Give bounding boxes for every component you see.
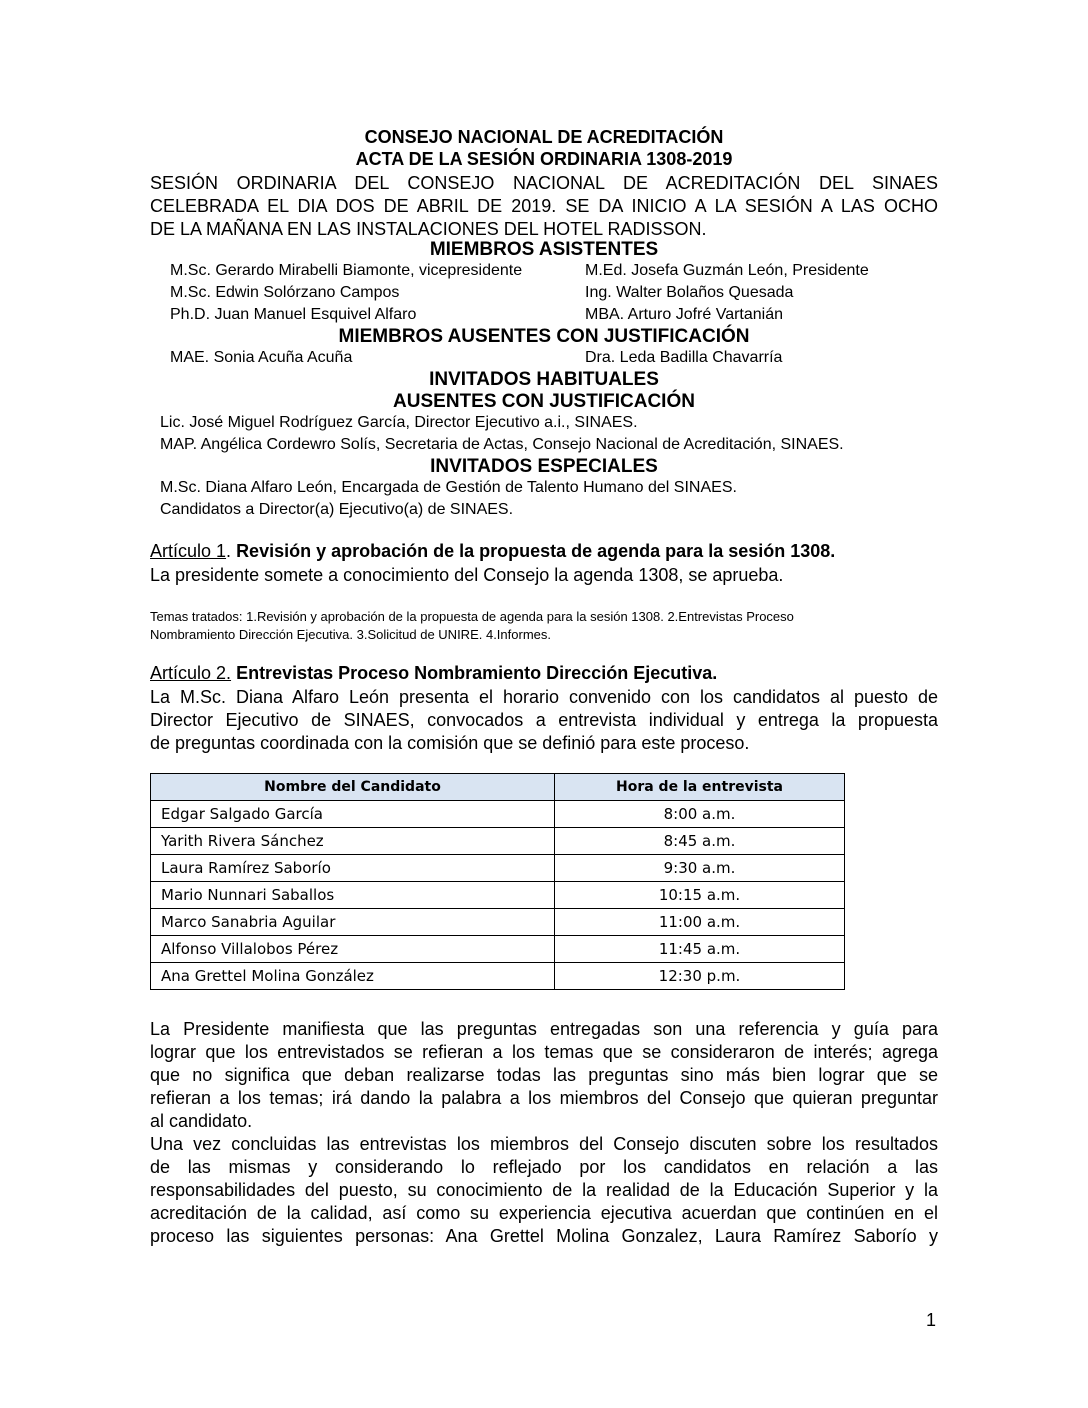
paragraph-line: acreditación de la calidad, así como su experiencia ejecutiva acuerdan que continúen en el (150, 1203, 938, 1223)
article-1-heading (150, 541, 835, 562)
closing-paragraph-2 (150, 1133, 938, 1248)
session-title: ACTA DE LA SESIÓN ORDINARIA 1308-2019 (355, 149, 733, 169)
table-header-row (151, 774, 845, 801)
closing-paragraph-1 (150, 1018, 938, 1133)
article-2-heading (150, 663, 717, 684)
absent-member-right: Dra. Leda Badilla Chavarría (585, 349, 783, 366)
table-row (151, 801, 845, 828)
special-guest: M.Sc. Diana Alfaro León, Encargada de Gestión de Talento Humano del SINAES. (160, 479, 737, 496)
paragraph-line: al candidato. (150, 1111, 253, 1131)
page-number: 1 (926, 1310, 937, 1330)
table-row (151, 963, 845, 990)
interview-time: 10:15 a.m. (555, 882, 845, 909)
special-guest: Candidatos a Director(a) Ejecutivo(a) de SINAES. (160, 501, 514, 518)
attendee-left: Ph.D. Juan Manuel Esquivel Alfaro (170, 306, 417, 323)
paragraph-line: Director Ejecutivo de SINAES, convocados a entrevista individual y entrega la propuesta (150, 710, 938, 730)
candidate-name: Yarith Rivera Sánchez (151, 828, 555, 855)
candidate-name: Marco Sanabria Aguilar (151, 909, 555, 936)
table-row (151, 909, 845, 936)
candidates-table (150, 773, 845, 990)
paragraph-line: de preguntas coordinada con la comisión que se definió para este proceso. (150, 733, 750, 753)
candidate-name: Ana Grettel Molina González (151, 963, 555, 990)
attendee-right: M.Ed. Josefa Guzmán León, Presidente (585, 262, 869, 279)
table-row (151, 855, 845, 882)
table-row (151, 828, 845, 855)
column-header-name: Nombre del Candidato (151, 774, 555, 801)
attendee-left: M.Sc. Gerardo Mirabelli Biamonte, vicepresidente (170, 262, 523, 279)
article-2-paragraph (150, 686, 938, 755)
paragraph-line: Una vez concluidas las entrevistas los miembros del Consejo discuten sobre los resultados (150, 1134, 938, 1154)
paragraph-line: La Presidente manifiesta que las preguntas entregadas son una referencia y guía para (150, 1019, 938, 1039)
topics-line: Nombramiento Dirección Ejecutiva. 3.Solicitud de UNIRE. 4.Informes. (150, 627, 551, 642)
absent-heading: MIEMBROS AUSENTES CON JUSTIFICACIÓN (338, 326, 750, 347)
attendee-right: Ing. Walter Bolaños Quesada (585, 284, 794, 301)
interview-time: 9:30 a.m. (555, 855, 845, 882)
article-1-separator: . (226, 541, 237, 561)
attendee-right: MBA. Arturo Jofré Vartanián (585, 306, 784, 323)
usual-guests-subheading: AUSENTES CON JUSTIFICACIÓN (393, 391, 695, 412)
usual-guest: MAP. Angélica Cordewro Solís, Secretaria de Actas, Consejo Nacional de Acreditación, SINAES. (160, 436, 844, 453)
absent-member-left: MAE. Sonia Acuña Acuña (170, 349, 353, 366)
paragraph-line: lograr que los entrevistados se refieran a los temas que se consideraron de interés; agrega (150, 1042, 938, 1062)
article-1-label: Artículo 1 (150, 541, 227, 561)
interview-time: 8:00 a.m. (555, 801, 845, 828)
attendee-left: M.Sc. Edwin Solórzano Campos (170, 284, 400, 301)
topics-covered (150, 608, 940, 644)
intro-line: SESIÓN ORDINARIA DEL CONSEJO NACIONAL DE ACREDITACIÓN DEL SINAES (150, 173, 938, 193)
interview-time: 11:00 a.m. (555, 909, 845, 936)
article-2-label: Artículo 2. (150, 663, 232, 683)
special-guests-heading: INVITADOS ESPECIALES (430, 456, 658, 477)
interview-time: 11:45 a.m. (555, 936, 845, 963)
usual-guests-heading: INVITADOS HABITUALES (429, 369, 659, 390)
candidate-name: Alfonso Villalobos Pérez (151, 936, 555, 963)
paragraph-line: que no significa que deban realizarse todas las preguntas sino más bien lograr que se (150, 1065, 938, 1085)
interview-time: 12:30 p.m. (555, 963, 845, 990)
article-1-title: Revisión y aprobación de la propuesta de agenda para la sesión 1308. (236, 541, 836, 561)
intro-line: CELEBRADA EL DIA DOS DE ABRIL DE 2019. SE DA INICIO A LA SESIÓN A LAS OCHO (150, 196, 938, 216)
article-1-text: La presidente somete a conocimiento del Consejo la agenda 1308, se aprueba. (150, 565, 784, 585)
paragraph-line: de las mismas y considerando lo reflejado por los candidatos en relación a las (150, 1157, 938, 1177)
intro-line: DE LA MAÑANA EN LAS INSTALACIONES DEL HOTEL RADISSON. (150, 219, 707, 239)
interview-time: 8:45 a.m. (555, 828, 845, 855)
paragraph-line: responsabilidades del puesto, su conocimiento de la realidad de la Educación Superior y la (150, 1180, 938, 1200)
topics-line: Temas tratados: 1.Revisión y aprobación de la propuesta de agenda para la sesión 1308. 2.Entrevistas Proceso (150, 609, 794, 624)
usual-guest: Lic. José Miguel Rodríguez García, Director Ejecutivo a.i., SINAES. (160, 414, 638, 431)
table-row (151, 882, 845, 909)
candidate-name: Edgar Salgado García (151, 801, 555, 828)
paragraph-line: La M.Sc. Diana Alfaro León presenta el horario convenido con los candidatos al puesto de (150, 687, 938, 707)
candidate-name: Laura Ramírez Saborío (151, 855, 555, 882)
article-2-title: Entrevistas Proceso Nombramiento Dirección Ejecutiva. (236, 663, 718, 683)
attendees-heading: MIEMBROS ASISTENTES (429, 239, 659, 260)
council-title: CONSEJO NACIONAL DE ACREDITACIÓN (364, 127, 724, 147)
paragraph-line: refieran a los temas; irá dando la palabra a los miembros del Consejo que quieran preguntar (150, 1088, 938, 1108)
paragraph-line: proceso las siguientes personas: Ana Grettel Molina Gonzalez, Laura Ramírez Saborío y (150, 1226, 938, 1246)
candidate-name: Mario Nunnari Saballos (151, 882, 555, 909)
table-row (151, 936, 845, 963)
session-intro (150, 172, 938, 241)
column-header-time: Hora de la entrevista (555, 774, 845, 801)
